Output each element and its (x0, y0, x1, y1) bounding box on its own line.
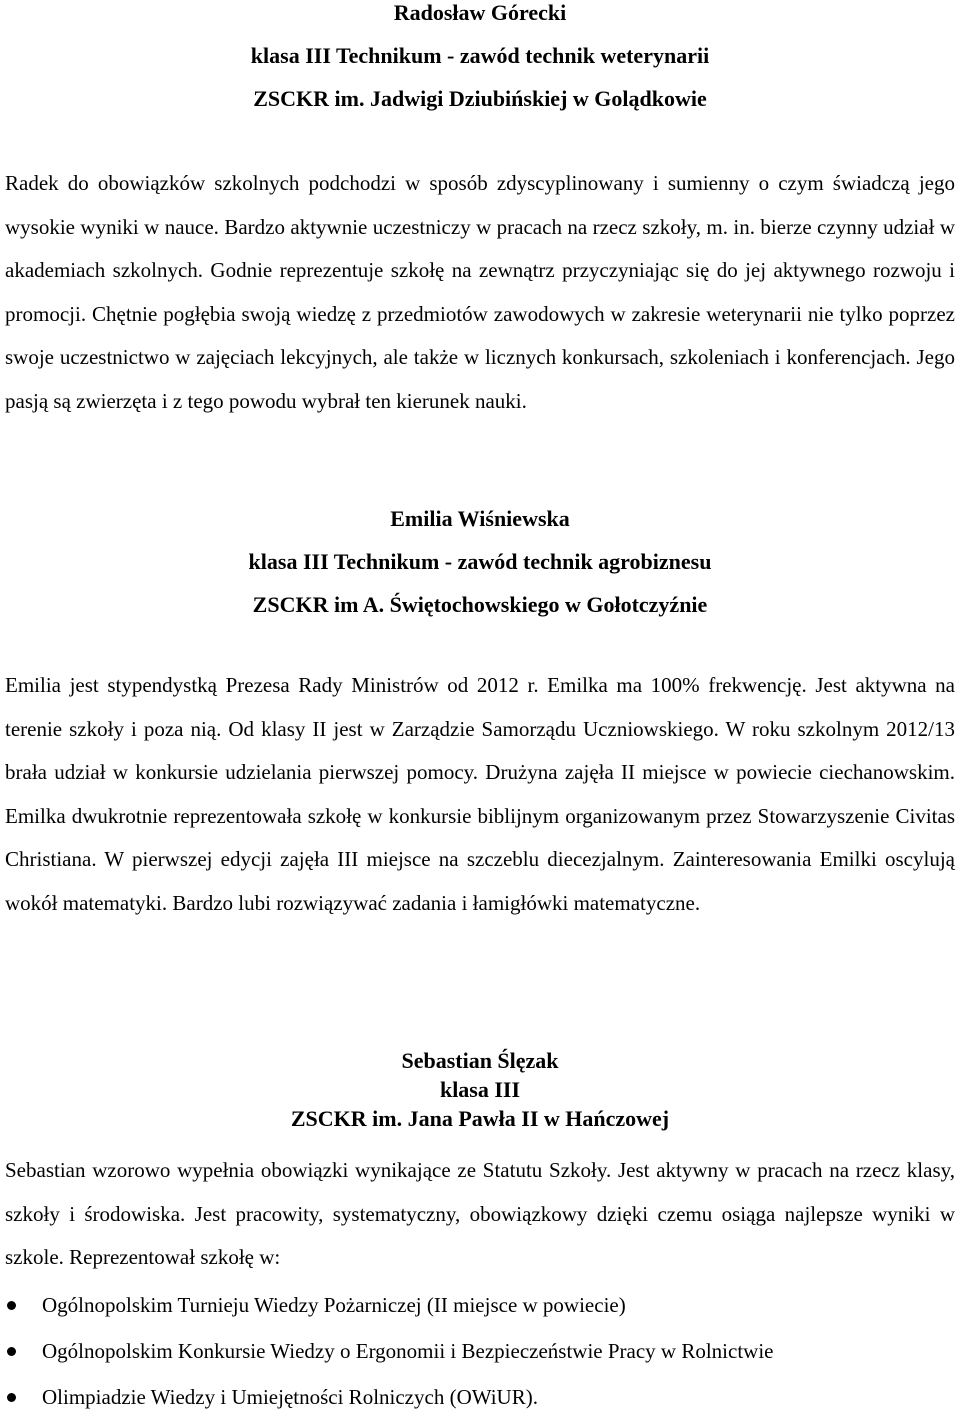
student-school: ZSCKR im. Jadwigi Dziubińskiej w Golądkowie (253, 86, 707, 111)
achievements-list (5, 1282, 955, 1420)
list-item-text: Ogólnopolskim Konkursie Wiedzy o Ergonomii i Bezpieczeństwie Pracy w Rolnictwie (42, 1338, 774, 1363)
student-description: Sebastian wzorowo wypełnia obowiązki wynikające ze Statutu Szkoły. Jest aktywny w pracach na rzecz klasy, szkoły i środowiska. Jest pracowity, systematyczny, obowiązkowy dzięki czemu osiąga najlepsze wyniki w szkole. Reprezentował szkołę w: (5, 1158, 955, 1269)
bullet-icon (7, 1301, 16, 1310)
student-name: Radosław Górecki (393, 0, 567, 25)
list-item (5, 1282, 955, 1328)
student-class: klasa III Technikum - zawód technik agrobiznesu (248, 549, 712, 574)
student-class: klasa III Technikum - zawód technik weterynarii (250, 43, 710, 68)
student-school: ZSCKR im A. Świętochowskiego w Gołotczyźnie (252, 592, 708, 617)
list-item-text: Ogólnopolskim Turnieju Wiedzy Pożarniczej (II miejsce w powiecie) (42, 1292, 626, 1317)
student-description: Radek do obowiązków szkolnych podchodzi w sposób zdyscyplinowany i sumienny o czym świadczą jego wysokie wyniki w nauce. Bardzo aktywnie uczestniczy w pracach na rzecz szkoły, m. in. bierze czynny udział w akademiach szkolnych. Godnie reprezentuje szkołę na zewnątrz przyczyniając się do jej aktywnego rozwoju i promocji. Chętnie pogłębia swoją wiedzę z przedmiotów zawodowych w zakresie weterynarii nie tylko poprzez swoje uczestnictwo w zajęciach lekcyjnych, ale także w licznych konkursach, szkoleniach i konferencjach. Jego pasją są zwierzęta i z tego powodu wybrał ten kierunek nauki. (5, 171, 955, 413)
student-class: klasa III (439, 1077, 521, 1102)
student-name: Emilia Wiśniewska (390, 506, 570, 531)
bullet-icon (7, 1393, 16, 1402)
student-section-3 (5, 1047, 955, 1420)
student-section-1 (5, 0, 955, 423)
list-item (5, 1374, 955, 1420)
student-school: ZSCKR im. Jana Pawła II w Hańczowej (290, 1106, 670, 1131)
bullet-icon (7, 1347, 16, 1356)
student-description: Emilia jest stypendystką Prezesa Rady Ministrów od 2012 r. Emilka ma 100% frekwencję. Jest aktywna na terenie szkoły i poza nią. Od klasy II jest w Zarządzie Samorządu Uczniowskiego. W roku szkolnym 2012/13 brała udział w konkursie udzielania pierwszej pomocy. Drużyna zajęła II miejsce w powiecie ciechanowskim. Emilka dwukrotnie reprezentowała szkołę w konkursie biblijnym organizowanym przez Stowarzyszenie Civitas Christiana. W pierwszej edycji zajęła III miejsce na szczeblu diecezjalnym. Zainteresowania Emilki oscylują wokół matematyki. Bardzo lubi rozwiązywać zadania i łamigłówki matematyczne. (5, 673, 955, 915)
list-item (5, 1328, 955, 1374)
list-item-text: Olimpiadzie Wiedzy i Umiejętności Rolniczych (OWiUR). (42, 1384, 538, 1409)
student-section-2 (5, 497, 955, 925)
student-name: Sebastian Ślęzak (401, 1048, 559, 1073)
